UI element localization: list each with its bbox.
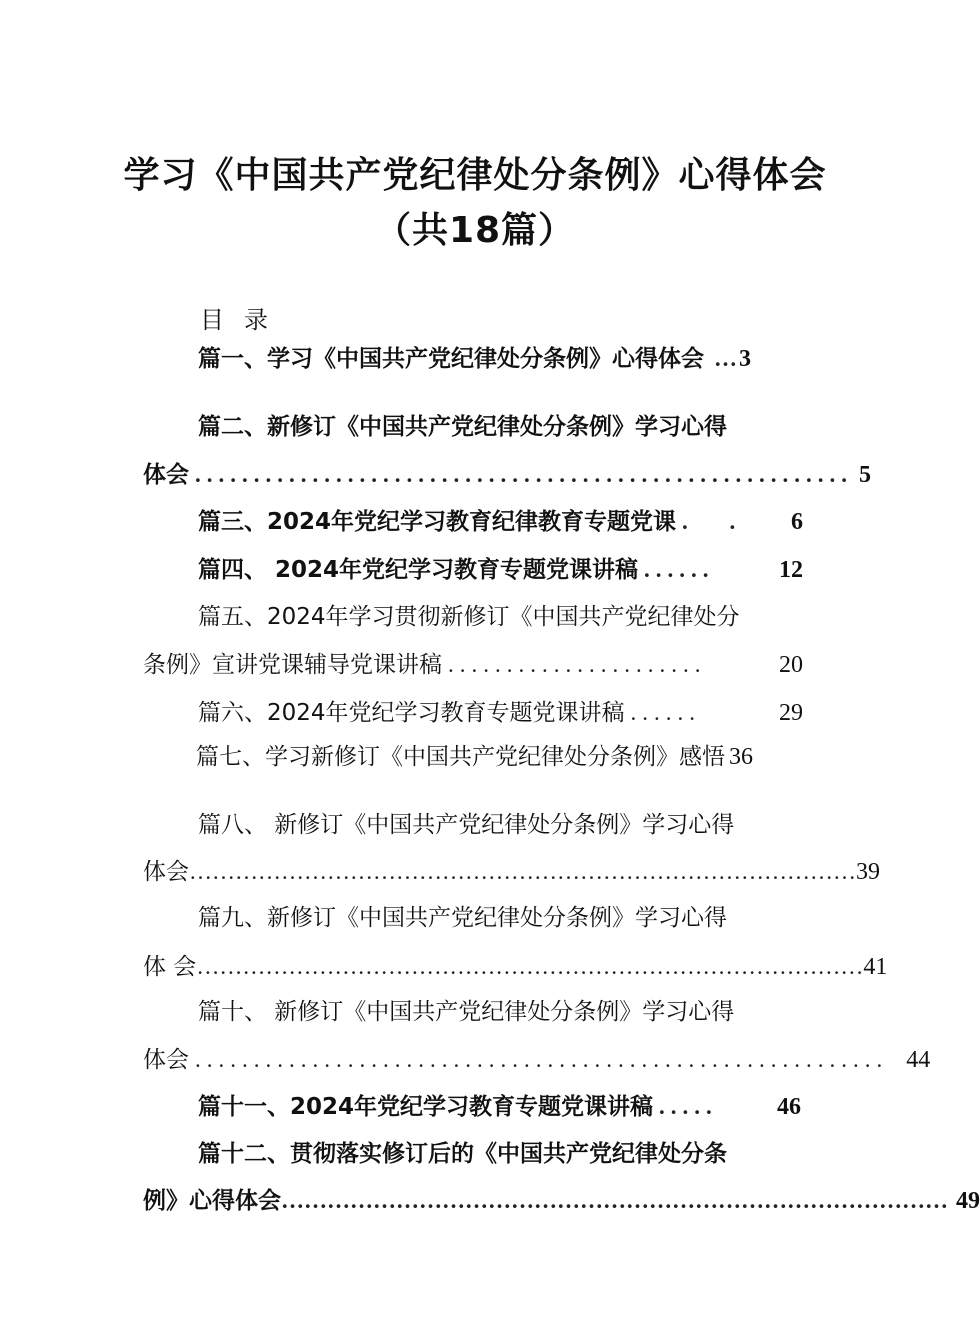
toc-page-number: 36 [729,744,753,770]
toc-entry-11[interactable] [198,1090,801,1124]
toc-entry-6[interactable] [198,696,803,730]
toc-leader: …………………………………………………………………………… [189,859,856,884]
toc-entry-7[interactable] [196,740,826,774]
toc-entry-8[interactable] [198,808,803,842]
toc-entry-label: 篇八、 新修订《中国共产党纪律处分条例》学习心得 [198,812,735,838]
toc-leader: . . [682,509,754,534]
toc-entry-5[interactable] [198,600,808,634]
toc-leader: ........................................................ [195,462,853,487]
toc-page-number: 39 [856,859,880,885]
toc-entry-label: 篇十二、贯彻落实修订后的《中国共产党纪律处分条 [198,1141,727,1167]
toc-entry-9[interactable] [198,901,803,935]
toc-entry-12-cont[interactable] [143,1184,980,1218]
toc-entry-4[interactable] [198,553,803,587]
toc-entry-label: 篇十、 新修订《中国共产党纪律处分条例》学习心得 [198,999,735,1025]
toc-page-number: 46 [777,1094,801,1120]
toc-entry-1[interactable] [198,342,802,376]
toc-entry-label-cont: 体会 [143,462,189,488]
document-title: 学习《中国共产党纪律处分条例》心得体会 [123,155,827,196]
toc-page-number: 41 [863,954,888,980]
toc-entry-label: 篇三、2024年党纪学习教育纪律教育专题党课 [198,509,677,535]
toc-page-number: 6 [791,509,803,535]
toc-heading: 目录 [200,306,288,334]
toc-entry-9-cont[interactable] [143,950,888,984]
toc-entry-label: 篇一、学习《中国共产党纪律处分条例》心得体会 [198,346,704,372]
toc-entry-label-cont: 体 会 [143,954,197,980]
toc-page-number: 29 [779,700,803,726]
toc-entry-label-cont: 例》心得体会 [143,1188,281,1214]
toc-entry-2[interactable] [198,410,802,444]
toc-page-number: 44 [906,1047,931,1073]
toc-entry-label: 篇六、2024年党纪学习教育专题党课讲稿 [198,700,625,726]
toc-leader: ...... [630,700,702,725]
toc-entry-2-cont[interactable] [143,458,871,492]
toc-leader: ...... [644,557,715,582]
toc-leader: …………………………………………………………………………… [281,1188,948,1213]
toc-leader: … [714,346,737,371]
toc-entry-label: 篇四、 2024年党纪学习教育专题党课讲稿 [198,557,639,583]
toc-page-number: 20 [779,652,803,678]
toc-entry-label: 篇二、新修订《中国共产党纪律处分条例》学习心得 [198,414,727,440]
toc-page-number: 5 [859,462,871,488]
document-subtitle: （共18篇） [374,210,576,251]
toc-entry-label-cont: 条例》宣讲党课辅导党课讲稿 [143,652,442,678]
toc-page-number: 49 [956,1188,980,1214]
toc-leader: ...................... [448,652,707,677]
toc-entry-label: 篇九、新修订《中国共产党纪律处分条例》学习心得 [198,905,727,931]
toc-page-number: 3 [739,346,751,372]
toc-entry-label: 篇十一、2024年党纪学习教育专题党课讲稿 [198,1094,654,1120]
toc-entry-label: 篇七、学习新修订《中国共产党纪律处分条例》感悟 [196,744,725,770]
toc-entry-label-cont: 体会 [143,859,189,885]
toc-entry-12[interactable] [198,1137,803,1171]
toc-entry-5-cont[interactable] [143,648,803,682]
toc-leader: …………………………………………………………………………… [196,954,864,979]
toc-entry-10[interactable] [198,995,803,1029]
toc-entry-8-cont[interactable] [143,855,880,889]
toc-entry-label-cont: 体会 [143,1047,189,1073]
toc-leader: ........................................................... [195,1047,889,1072]
toc-leader: ..... [659,1094,718,1119]
toc-entry-3[interactable] [198,505,803,539]
toc-entry-label: 篇五、2024年学习贯彻新修订《中国共产党纪律处分 [198,604,740,630]
toc-page-number: 12 [779,557,803,583]
toc-entry-10-cont[interactable] [143,1043,931,1077]
